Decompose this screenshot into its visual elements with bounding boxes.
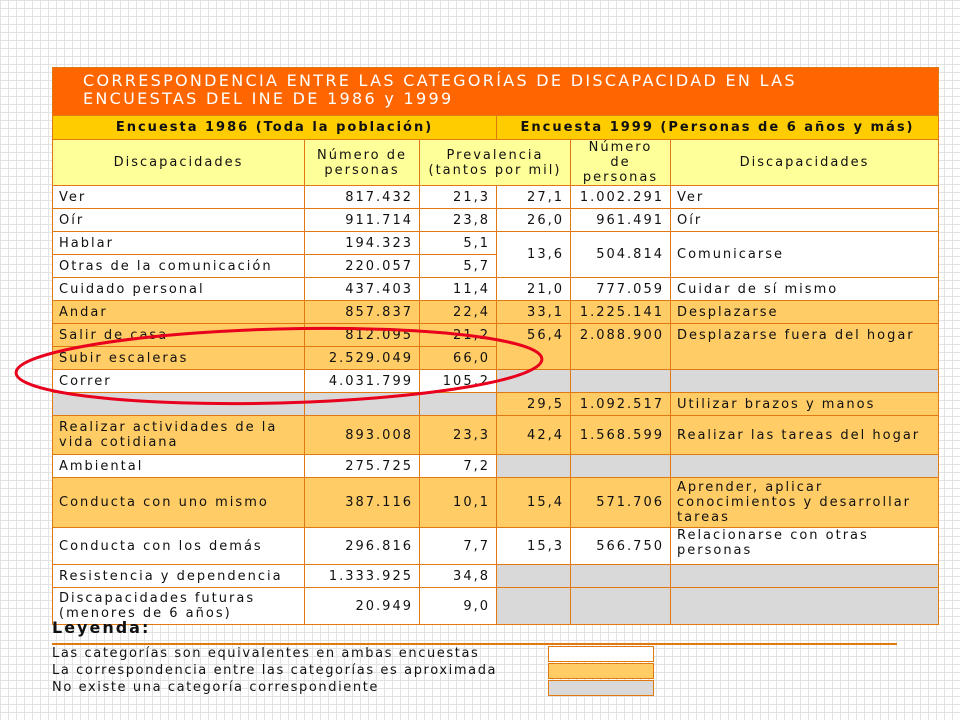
prev-1986: 9,0 <box>420 588 497 625</box>
disc-1986: Hablar <box>53 232 305 255</box>
table-row <box>53 209 939 232</box>
legend-item-equivalent: Las categorías son equivalentes en ambas encuestas <box>52 646 480 661</box>
table-row <box>53 324 939 347</box>
table-row <box>53 301 939 324</box>
table-row <box>53 565 939 588</box>
num-1986: 437.403 <box>305 278 420 301</box>
disc-1986: Conducta con los demás <box>53 528 305 565</box>
prev-1999: 15,4 <box>497 478 571 528</box>
table-row <box>53 186 939 209</box>
disc-1999: Utilizar brazos y manos <box>671 393 939 416</box>
num-1986: 20.949 <box>305 588 420 625</box>
prev-1986: 5,7 <box>420 255 497 278</box>
table-row <box>53 393 939 416</box>
disc-1986: Oír <box>53 209 305 232</box>
prev-1986: 105,2 <box>420 370 497 393</box>
num-1999: 571.706 <box>571 478 671 528</box>
header-num-1999: Número de personas <box>571 140 671 186</box>
num-1999: 1.568.599 <box>571 416 671 455</box>
num-1999: 777.059 <box>571 278 671 301</box>
num-1986: 812.095 <box>305 324 420 347</box>
prev-1986: 21,2 <box>420 324 497 347</box>
empty-cell <box>571 455 671 478</box>
table-row <box>53 232 939 255</box>
num-1999: 504.814 <box>571 232 671 278</box>
disc-1986: Realizar actividades de la vida cotidiana <box>53 416 305 455</box>
legend-divider <box>52 643 897 645</box>
num-1999: 566.750 <box>571 528 671 565</box>
num-1986: 4.031.799 <box>305 370 420 393</box>
prev-1999: 42,4 <box>497 416 571 455</box>
num-1999: 961.491 <box>571 209 671 232</box>
legend-title: Leyenda: <box>52 618 151 637</box>
legend-item-none: No existe una categoría correspondiente <box>52 680 380 695</box>
disc-1986: Ambiental <box>53 455 305 478</box>
header-disc-1999: Discapacidades <box>671 140 939 186</box>
prev-1986: 23,8 <box>420 209 497 232</box>
disc-1986: Conducta con uno mismo <box>53 478 305 528</box>
disc-1986: Discapacidades futuras (menores de 6 años) <box>53 588 305 625</box>
empty-cell <box>571 588 671 625</box>
num-1999: 2.088.900 <box>571 324 671 370</box>
empty-cell <box>671 565 939 588</box>
disc-1999: Comunicarse <box>671 232 939 278</box>
section-1986: Encuesta 1986 (Toda la población) <box>53 116 497 140</box>
table-row <box>53 416 939 455</box>
legend-swatch-equivalent <box>548 646 654 662</box>
table-row <box>53 478 939 528</box>
num-1999: 1.092.517 <box>571 393 671 416</box>
disc-1999: Realizar las tareas del hogar <box>671 416 939 455</box>
prev-1986: 7,7 <box>420 528 497 565</box>
table-row <box>53 278 939 301</box>
prev-1986: 34,8 <box>420 565 497 588</box>
table-title: CORRESPONDENCIA ENTRE LAS CATEGORÍAS DE DISCAPACIDAD EN LAS ENCUESTAS DEL INE DE 1986 y 1999 <box>53 68 939 116</box>
disc-1986: Ver <box>53 186 305 209</box>
prev-1999: 21,0 <box>497 278 571 301</box>
table-row <box>53 528 939 565</box>
num-1986: 857.837 <box>305 301 420 324</box>
empty-cell <box>497 588 571 625</box>
num-1986: 2.529.049 <box>305 347 420 370</box>
prev-1986: 23,3 <box>420 416 497 455</box>
disc-1986: Correr <box>53 370 305 393</box>
header-disc-1986: Discapacidades <box>53 140 305 186</box>
empty-cell <box>671 455 939 478</box>
empty-cell <box>420 393 497 416</box>
empty-cell <box>497 370 571 393</box>
prev-1999: 29,5 <box>497 393 571 416</box>
disc-1986: Resistencia y dependencia <box>53 565 305 588</box>
num-1986: 194.323 <box>305 232 420 255</box>
prev-1986: 21,3 <box>420 186 497 209</box>
disc-1986: Andar <box>53 301 305 324</box>
prev-1999: 15,3 <box>497 528 571 565</box>
table-row <box>53 455 939 478</box>
correspondence-table <box>52 67 939 625</box>
prev-1986: 66,0 <box>420 347 497 370</box>
table-row <box>53 588 939 625</box>
disc-1986: Otras de la comunicación <box>53 255 305 278</box>
empty-cell <box>671 370 939 393</box>
empty-cell <box>571 565 671 588</box>
prev-1986: 11,4 <box>420 278 497 301</box>
prev-1999: 27,1 <box>497 186 571 209</box>
empty-cell <box>571 370 671 393</box>
empty-cell <box>497 455 571 478</box>
empty-cell <box>305 393 420 416</box>
disc-1986: Cuidado personal <box>53 278 305 301</box>
num-1999: 1.225.141 <box>571 301 671 324</box>
num-1999: 1.002.291 <box>571 186 671 209</box>
header-prevalence: Prevalencia (tantos por mil) <box>420 140 571 186</box>
disc-1999: Relacionarse con otras personas <box>671 528 939 565</box>
disc-1999: Ver <box>671 186 939 209</box>
table-row <box>53 370 939 393</box>
disc-1986: Subir escaleras <box>53 347 305 370</box>
legend-swatch-none <box>548 680 654 696</box>
empty-cell <box>53 393 305 416</box>
prev-1999: 26,0 <box>497 209 571 232</box>
num-1986: 893.008 <box>305 416 420 455</box>
num-1986: 275.725 <box>305 455 420 478</box>
prev-1986: 5,1 <box>420 232 497 255</box>
empty-cell <box>671 588 939 625</box>
num-1986: 387.116 <box>305 478 420 528</box>
prev-1986: 7,2 <box>420 455 497 478</box>
section-1999: Encuesta 1999 (Personas de 6 años y más) <box>497 116 939 140</box>
prev-1999: 56,4 <box>497 324 571 370</box>
disc-1999: Oír <box>671 209 939 232</box>
prev-1986: 10,1 <box>420 478 497 528</box>
header-num-1986: Número de personas <box>305 140 420 186</box>
legend-item-approximate: La correspondencia entre las categorías es aproximada <box>52 663 498 678</box>
legend-swatch-approximate <box>548 663 654 679</box>
prev-1999: 33,1 <box>497 301 571 324</box>
num-1986: 220.057 <box>305 255 420 278</box>
disc-1999: Desplazarse fuera del hogar <box>671 324 939 370</box>
num-1986: 817.432 <box>305 186 420 209</box>
prev-1986: 22,4 <box>420 301 497 324</box>
disc-1986: Salir de casa <box>53 324 305 347</box>
disc-1999: Aprender, aplicar conocimientos y desarrollar tareas <box>671 478 939 528</box>
num-1986: 1.333.925 <box>305 565 420 588</box>
empty-cell <box>497 565 571 588</box>
disc-1999: Desplazarse <box>671 301 939 324</box>
num-1986: 296.816 <box>305 528 420 565</box>
prev-1999: 13,6 <box>497 232 571 278</box>
disc-1999: Cuidar de sí mismo <box>671 278 939 301</box>
num-1986: 911.714 <box>305 209 420 232</box>
